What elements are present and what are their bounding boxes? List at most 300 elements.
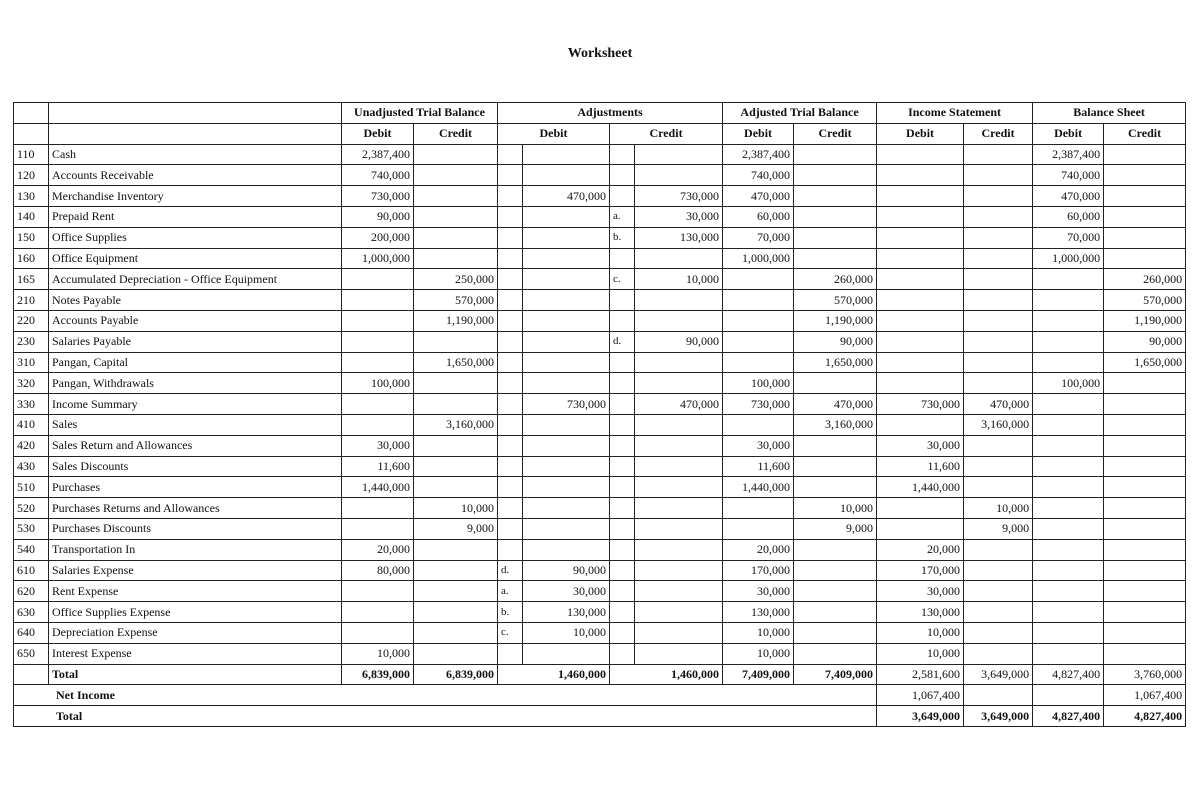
utb-credit bbox=[414, 331, 498, 352]
table-row bbox=[14, 394, 1186, 415]
net-income-bs-credit: 1,067,400 bbox=[1104, 685, 1186, 706]
account-number: 230 bbox=[14, 331, 49, 352]
adj-credit bbox=[635, 602, 723, 623]
adj-debit bbox=[523, 498, 610, 519]
account-number: 530 bbox=[14, 518, 49, 539]
utb-debit: 2,387,400 bbox=[342, 144, 414, 165]
utb-credit bbox=[414, 206, 498, 227]
utb-debit bbox=[342, 602, 414, 623]
table-row bbox=[14, 227, 1186, 248]
utb-debit: 730,000 bbox=[342, 186, 414, 207]
atb-debit: 1,000,000 bbox=[723, 248, 794, 269]
is-credit bbox=[964, 290, 1033, 311]
is-debit bbox=[877, 310, 964, 331]
adj-debit-ref bbox=[498, 477, 523, 498]
adj-debit bbox=[523, 248, 610, 269]
adj-credit-ref bbox=[610, 643, 635, 664]
adj-debit-ref bbox=[498, 414, 523, 435]
bs-credit bbox=[1104, 560, 1186, 581]
bs-credit bbox=[1104, 373, 1186, 394]
atb-credit: 90,000 bbox=[794, 331, 877, 352]
adj-debit-ref bbox=[498, 518, 523, 539]
account-title: Accounts Receivable bbox=[49, 165, 342, 186]
is-debit: 30,000 bbox=[877, 581, 964, 602]
utb-credit bbox=[414, 165, 498, 186]
adj-credit-ref bbox=[610, 248, 635, 269]
bs-credit bbox=[1104, 456, 1186, 477]
bs-debit: 2,387,400 bbox=[1033, 144, 1104, 165]
adj-debit-ref bbox=[498, 394, 523, 415]
utb-debit: 740,000 bbox=[342, 165, 414, 186]
bs-credit bbox=[1104, 248, 1186, 269]
bs-credit bbox=[1104, 643, 1186, 664]
bs-debit bbox=[1033, 269, 1104, 290]
is-debit bbox=[877, 498, 964, 519]
table-row bbox=[14, 269, 1186, 290]
header-group-row bbox=[14, 103, 1186, 124]
atb-debit bbox=[723, 518, 794, 539]
adj-credit bbox=[635, 539, 723, 560]
atb-credit: 1,650,000 bbox=[794, 352, 877, 373]
account-number: 140 bbox=[14, 206, 49, 227]
atb-credit bbox=[794, 248, 877, 269]
bs-credit bbox=[1104, 539, 1186, 560]
adj-debit: 10,000 bbox=[523, 622, 610, 643]
atb-credit bbox=[794, 144, 877, 165]
atb-credit bbox=[794, 581, 877, 602]
adj-credit-ref: b. bbox=[610, 227, 635, 248]
adj-credit-ref bbox=[610, 498, 635, 519]
cell bbox=[964, 685, 1033, 706]
table-row bbox=[14, 290, 1186, 311]
atb-credit: 1,190,000 bbox=[794, 310, 877, 331]
worksheet-table bbox=[13, 102, 1186, 727]
adj-credit-ref bbox=[610, 539, 635, 560]
account-title: Office Equipment bbox=[49, 248, 342, 269]
total-adj-debit: 1,460,000 bbox=[498, 664, 610, 685]
adj-debit-ref bbox=[498, 456, 523, 477]
bs-debit bbox=[1033, 435, 1104, 456]
is-debit bbox=[877, 518, 964, 539]
utb-debit: 30,000 bbox=[342, 435, 414, 456]
adj-credit-ref: c. bbox=[610, 269, 635, 290]
atb-credit bbox=[794, 206, 877, 227]
atb-debit: 470,000 bbox=[723, 186, 794, 207]
adj-debit-ref bbox=[498, 290, 523, 311]
account-number: 330 bbox=[14, 394, 49, 415]
adj-debit bbox=[523, 206, 610, 227]
atb-debit: 60,000 bbox=[723, 206, 794, 227]
subheader-debit: Debit bbox=[723, 123, 794, 144]
utb-credit bbox=[414, 394, 498, 415]
subheader-debit: Debit bbox=[498, 123, 610, 144]
utb-credit bbox=[414, 456, 498, 477]
is-credit bbox=[964, 352, 1033, 373]
adj-credit bbox=[635, 622, 723, 643]
account-number: 620 bbox=[14, 581, 49, 602]
is-debit: 10,000 bbox=[877, 622, 964, 643]
net-income-is-debit: 1,067,400 bbox=[877, 685, 964, 706]
cell bbox=[14, 664, 49, 685]
group-header-adjusted: Adjusted Trial Balance bbox=[723, 103, 877, 124]
adj-credit bbox=[635, 310, 723, 331]
utb-credit: 250,000 bbox=[414, 269, 498, 290]
is-debit: 30,000 bbox=[877, 435, 964, 456]
table-row bbox=[14, 560, 1186, 581]
subheader-debit: Debit bbox=[877, 123, 964, 144]
utb-debit bbox=[342, 498, 414, 519]
bs-credit bbox=[1104, 581, 1186, 602]
utb-debit bbox=[342, 310, 414, 331]
adj-debit-ref bbox=[498, 539, 523, 560]
atb-debit bbox=[723, 331, 794, 352]
is-credit bbox=[964, 560, 1033, 581]
atb-credit bbox=[794, 165, 877, 186]
bs-credit bbox=[1104, 602, 1186, 623]
utb-debit: 80,000 bbox=[342, 560, 414, 581]
utb-credit bbox=[414, 477, 498, 498]
utb-credit bbox=[414, 435, 498, 456]
adj-debit-ref bbox=[498, 269, 523, 290]
bs-credit bbox=[1104, 477, 1186, 498]
adj-credit-ref bbox=[610, 414, 635, 435]
total-row bbox=[14, 664, 1186, 685]
utb-credit: 9,000 bbox=[414, 518, 498, 539]
group-header-income-statement: Income Statement bbox=[877, 103, 1033, 124]
utb-credit bbox=[414, 248, 498, 269]
bs-credit bbox=[1104, 186, 1186, 207]
atb-debit: 20,000 bbox=[723, 539, 794, 560]
table-row bbox=[14, 206, 1186, 227]
atb-credit bbox=[794, 186, 877, 207]
table-row bbox=[14, 477, 1186, 498]
adj-credit: 10,000 bbox=[635, 269, 723, 290]
atb-debit: 10,000 bbox=[723, 622, 794, 643]
total-atb-debit: 7,409,000 bbox=[723, 664, 794, 685]
bs-credit bbox=[1104, 227, 1186, 248]
adj-debit-ref bbox=[498, 498, 523, 519]
atb-credit bbox=[794, 539, 877, 560]
adj-credit: 30,000 bbox=[635, 206, 723, 227]
adj-debit bbox=[523, 310, 610, 331]
atb-credit bbox=[794, 622, 877, 643]
adj-credit bbox=[635, 456, 723, 477]
atb-credit: 10,000 bbox=[794, 498, 877, 519]
is-credit bbox=[964, 435, 1033, 456]
is-credit: 3,160,000 bbox=[964, 414, 1033, 435]
adj-debit-ref bbox=[498, 352, 523, 373]
is-credit bbox=[964, 269, 1033, 290]
account-title: Office Supplies Expense bbox=[49, 602, 342, 623]
bs-credit: 1,650,000 bbox=[1104, 352, 1186, 373]
adj-debit-ref bbox=[498, 144, 523, 165]
atb-debit bbox=[723, 290, 794, 311]
adj-credit-ref bbox=[610, 186, 635, 207]
table-row bbox=[14, 498, 1186, 519]
atb-debit bbox=[723, 269, 794, 290]
utb-debit: 1,440,000 bbox=[342, 477, 414, 498]
adj-credit-ref bbox=[610, 622, 635, 643]
adj-debit bbox=[523, 331, 610, 352]
atb-credit bbox=[794, 643, 877, 664]
adj-credit bbox=[635, 373, 723, 394]
atb-credit bbox=[794, 560, 877, 581]
account-title: Rent Expense bbox=[49, 581, 342, 602]
bs-credit bbox=[1104, 498, 1186, 519]
grand-total-bs-debit: 4,827,400 bbox=[1033, 706, 1104, 727]
is-credit bbox=[964, 186, 1033, 207]
is-debit: 730,000 bbox=[877, 394, 964, 415]
atb-credit: 470,000 bbox=[794, 394, 877, 415]
utb-credit bbox=[414, 602, 498, 623]
account-title: Pangan, Withdrawals bbox=[49, 373, 342, 394]
account-title: Accounts Payable bbox=[49, 310, 342, 331]
atb-debit: 70,000 bbox=[723, 227, 794, 248]
bs-debit bbox=[1033, 310, 1104, 331]
subheader-credit: Credit bbox=[794, 123, 877, 144]
adj-credit bbox=[635, 248, 723, 269]
bs-credit bbox=[1104, 394, 1186, 415]
bs-credit bbox=[1104, 435, 1186, 456]
account-number: 630 bbox=[14, 602, 49, 623]
account-number: 165 bbox=[14, 269, 49, 290]
utb-debit bbox=[342, 269, 414, 290]
utb-credit: 1,650,000 bbox=[414, 352, 498, 373]
bs-debit bbox=[1033, 331, 1104, 352]
table-row bbox=[14, 373, 1186, 394]
is-debit: 11,600 bbox=[877, 456, 964, 477]
subheader-credit: Credit bbox=[964, 123, 1033, 144]
adj-debit bbox=[523, 144, 610, 165]
is-credit bbox=[964, 539, 1033, 560]
account-title: Purchases Returns and Allowances bbox=[49, 498, 342, 519]
adj-debit-ref bbox=[498, 186, 523, 207]
adj-debit-ref bbox=[498, 310, 523, 331]
account-title: Office Supplies bbox=[49, 227, 342, 248]
bs-debit bbox=[1033, 602, 1104, 623]
atb-credit: 9,000 bbox=[794, 518, 877, 539]
account-number: 410 bbox=[14, 414, 49, 435]
adj-credit-ref bbox=[610, 394, 635, 415]
table-row bbox=[14, 144, 1186, 165]
is-debit bbox=[877, 165, 964, 186]
bs-debit: 60,000 bbox=[1033, 206, 1104, 227]
atb-debit: 730,000 bbox=[723, 394, 794, 415]
bs-credit: 570,000 bbox=[1104, 290, 1186, 311]
atb-credit bbox=[794, 477, 877, 498]
bs-credit: 1,190,000 bbox=[1104, 310, 1186, 331]
total-utb-debit: 6,839,000 bbox=[342, 664, 414, 685]
table-row bbox=[14, 165, 1186, 186]
grand-total-is-debit: 3,649,000 bbox=[877, 706, 964, 727]
table-row bbox=[14, 435, 1186, 456]
bs-debit bbox=[1033, 560, 1104, 581]
table-row bbox=[14, 310, 1186, 331]
utb-credit: 10,000 bbox=[414, 498, 498, 519]
adj-credit bbox=[635, 352, 723, 373]
adj-debit bbox=[523, 456, 610, 477]
is-debit bbox=[877, 227, 964, 248]
adj-credit-ref bbox=[610, 310, 635, 331]
is-credit: 9,000 bbox=[964, 518, 1033, 539]
adj-credit-ref bbox=[610, 373, 635, 394]
grand-total-is-credit: 3,649,000 bbox=[964, 706, 1033, 727]
total-adj-credit: 1,460,000 bbox=[610, 664, 723, 685]
bs-debit bbox=[1033, 622, 1104, 643]
adj-credit-ref bbox=[610, 560, 635, 581]
account-number: 310 bbox=[14, 352, 49, 373]
adj-credit bbox=[635, 560, 723, 581]
is-debit: 10,000 bbox=[877, 643, 964, 664]
total-bs-credit: 3,760,000 bbox=[1104, 664, 1186, 685]
adj-debit: 730,000 bbox=[523, 394, 610, 415]
is-credit bbox=[964, 602, 1033, 623]
is-credit bbox=[964, 248, 1033, 269]
adj-debit bbox=[523, 352, 610, 373]
atb-debit: 2,387,400 bbox=[723, 144, 794, 165]
table-row bbox=[14, 581, 1186, 602]
account-title: Salaries Expense bbox=[49, 560, 342, 581]
adj-debit-ref: a. bbox=[498, 581, 523, 602]
account-title: Transportation In bbox=[49, 539, 342, 560]
adj-credit bbox=[635, 581, 723, 602]
account-number: 520 bbox=[14, 498, 49, 519]
adj-debit bbox=[523, 165, 610, 186]
table-row bbox=[14, 622, 1186, 643]
table-row bbox=[14, 539, 1186, 560]
adj-credit: 130,000 bbox=[635, 227, 723, 248]
total-bs-debit: 4,827,400 bbox=[1033, 664, 1104, 685]
adj-debit-ref bbox=[498, 227, 523, 248]
account-number: 130 bbox=[14, 186, 49, 207]
adj-credit bbox=[635, 290, 723, 311]
bs-debit bbox=[1033, 498, 1104, 519]
utb-debit: 90,000 bbox=[342, 206, 414, 227]
bs-credit bbox=[1104, 206, 1186, 227]
atb-debit: 11,600 bbox=[723, 456, 794, 477]
adj-debit-ref bbox=[498, 373, 523, 394]
account-number: 420 bbox=[14, 435, 49, 456]
utb-credit: 1,190,000 bbox=[414, 310, 498, 331]
atb-credit: 260,000 bbox=[794, 269, 877, 290]
atb-debit bbox=[723, 498, 794, 519]
atb-debit: 130,000 bbox=[723, 602, 794, 623]
utb-credit bbox=[414, 373, 498, 394]
utb-debit bbox=[342, 581, 414, 602]
utb-credit: 570,000 bbox=[414, 290, 498, 311]
adj-debit bbox=[523, 435, 610, 456]
adj-credit-ref bbox=[610, 477, 635, 498]
is-credit bbox=[964, 477, 1033, 498]
bs-debit bbox=[1033, 539, 1104, 560]
adj-debit bbox=[523, 643, 610, 664]
utb-credit bbox=[414, 560, 498, 581]
bs-credit: 260,000 bbox=[1104, 269, 1186, 290]
account-number: 320 bbox=[14, 373, 49, 394]
account-number: 610 bbox=[14, 560, 49, 581]
adj-credit bbox=[635, 518, 723, 539]
adj-debit-ref bbox=[498, 643, 523, 664]
atb-credit bbox=[794, 373, 877, 394]
is-credit bbox=[964, 310, 1033, 331]
bs-credit: 90,000 bbox=[1104, 331, 1186, 352]
adj-debit: 30,000 bbox=[523, 581, 610, 602]
atb-credit: 570,000 bbox=[794, 290, 877, 311]
utb-credit bbox=[414, 144, 498, 165]
bs-debit bbox=[1033, 352, 1104, 373]
adj-credit bbox=[635, 477, 723, 498]
account-title: Sales bbox=[49, 414, 342, 435]
atb-credit bbox=[794, 456, 877, 477]
bs-debit bbox=[1033, 518, 1104, 539]
adj-credit-ref bbox=[610, 290, 635, 311]
table-row bbox=[14, 602, 1186, 623]
bs-debit bbox=[1033, 394, 1104, 415]
page-title: Worksheet bbox=[567, 46, 633, 61]
utb-debit bbox=[342, 331, 414, 352]
account-number: 540 bbox=[14, 539, 49, 560]
utb-debit bbox=[342, 622, 414, 643]
is-credit bbox=[964, 456, 1033, 477]
account-title: Depreciation Expense bbox=[49, 622, 342, 643]
adj-debit bbox=[523, 477, 610, 498]
adj-debit-ref bbox=[498, 206, 523, 227]
atb-credit bbox=[794, 435, 877, 456]
grand-total-label: Total bbox=[14, 706, 877, 727]
subheader-credit: Credit bbox=[1104, 123, 1186, 144]
is-credit: 470,000 bbox=[964, 394, 1033, 415]
bs-credit bbox=[1104, 165, 1186, 186]
adj-debit bbox=[523, 290, 610, 311]
account-title: Sales Discounts bbox=[49, 456, 342, 477]
adj-debit: 130,000 bbox=[523, 602, 610, 623]
is-debit: 130,000 bbox=[877, 602, 964, 623]
is-debit bbox=[877, 206, 964, 227]
adj-credit-ref bbox=[610, 144, 635, 165]
adj-credit bbox=[635, 498, 723, 519]
grand-total-row bbox=[14, 706, 1186, 727]
table-row bbox=[14, 248, 1186, 269]
bs-debit bbox=[1033, 456, 1104, 477]
utb-debit: 10,000 bbox=[342, 643, 414, 664]
is-debit bbox=[877, 144, 964, 165]
adj-debit-ref bbox=[498, 165, 523, 186]
account-title: Cash bbox=[49, 144, 342, 165]
account-title: Merchandise Inventory bbox=[49, 186, 342, 207]
account-number: 210 bbox=[14, 290, 49, 311]
group-header-balance-sheet: Balance Sheet bbox=[1033, 103, 1186, 124]
is-debit: 170,000 bbox=[877, 560, 964, 581]
is-credit bbox=[964, 165, 1033, 186]
is-debit bbox=[877, 352, 964, 373]
adj-credit bbox=[635, 165, 723, 186]
adj-credit bbox=[635, 414, 723, 435]
account-title: Interest Expense bbox=[49, 643, 342, 664]
bs-debit bbox=[1033, 290, 1104, 311]
adj-credit-ref bbox=[610, 435, 635, 456]
adj-credit: 90,000 bbox=[635, 331, 723, 352]
adj-debit-ref: b. bbox=[498, 602, 523, 623]
account-number: 510 bbox=[14, 477, 49, 498]
is-credit bbox=[964, 144, 1033, 165]
subheader-credit: Credit bbox=[610, 123, 723, 144]
adj-credit-ref bbox=[610, 165, 635, 186]
bs-credit bbox=[1104, 518, 1186, 539]
utb-debit: 20,000 bbox=[342, 539, 414, 560]
is-credit bbox=[964, 331, 1033, 352]
total-utb-credit: 6,839,000 bbox=[414, 664, 498, 685]
table-row bbox=[14, 643, 1186, 664]
